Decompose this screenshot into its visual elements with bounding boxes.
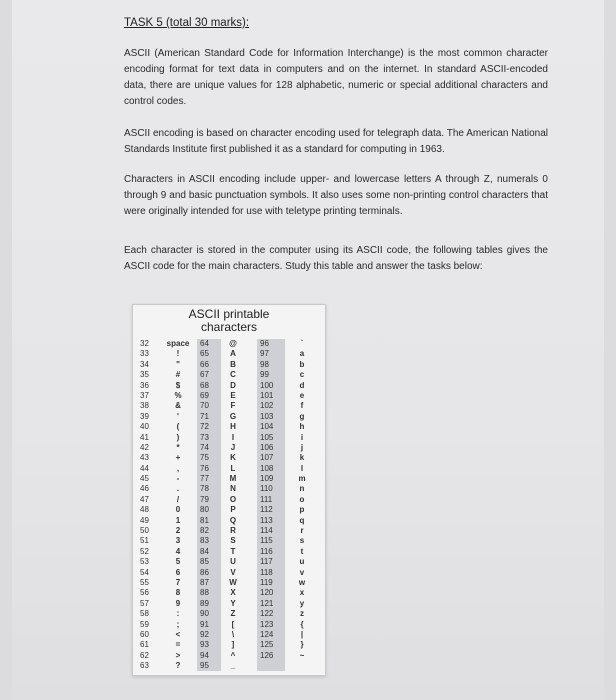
ascii-char-cell: & — [175, 401, 181, 411]
ascii-code-cell: 74 — [200, 442, 209, 452]
ascii-char-cell: > — [175, 650, 181, 660]
ascii-code-cell: 54 — [140, 567, 149, 577]
ascii-char-cell: ] — [231, 640, 235, 650]
ascii-char-cell: y — [299, 598, 305, 608]
ascii-code-cell: 70 — [200, 401, 209, 411]
ascii-code-cell: 123 — [260, 619, 274, 629]
ascii-code-cell: 46 — [140, 484, 149, 494]
ascii-code-cell: 43 — [140, 453, 149, 463]
ascii-char-cell: ^ — [230, 650, 236, 660]
ascii-code-cell: 52 — [140, 546, 149, 556]
ascii-code-cell: 48 — [140, 505, 149, 515]
ascii-code-cell: 71 — [200, 411, 209, 421]
ascii-char-cell: v — [299, 567, 305, 577]
ascii-code-cell: 78 — [200, 484, 209, 494]
ascii-char-cell: ' — [177, 411, 179, 421]
ascii-code-cell: 118 — [260, 567, 273, 577]
ascii-code-cell: 42 — [140, 442, 149, 452]
ascii-code-cell: 94 — [200, 650, 209, 660]
ascii-char-cell: j — [300, 442, 304, 452]
ascii-code-cell: 36 — [140, 380, 149, 390]
ascii-char-cell: Y — [230, 598, 236, 608]
ascii-char-cell: A — [230, 349, 236, 359]
ascii-char-cell: 6 — [175, 567, 181, 577]
ascii-char-cell: ; — [176, 619, 180, 629]
paragraph-ascii-definition: ASCII (American Standard Code for Information Interchange) is the most common character encoding format for text data in computers and on the internet. In standard ASCII-encoded data, there are unique values for 128 alphabetic, numeric or special additional characters and control codes. — [124, 48, 548, 107]
ascii-char-cell: H — [230, 422, 236, 432]
ascii-code-cell: 33 — [140, 349, 149, 359]
ascii-code-cell: 60 — [140, 629, 149, 639]
ascii-code-cell: 103 — [260, 411, 274, 421]
ascii-char-cell: V — [230, 567, 236, 577]
ascii-char-cell: 0 — [175, 505, 181, 515]
ascii-char-cell: o — [299, 494, 305, 504]
ascii-char-cell: m — [298, 474, 306, 484]
ascii-char-cell: t — [300, 546, 304, 556]
ascii-code-cell: 121 — [260, 598, 274, 608]
ascii-char-cell: u — [299, 557, 305, 567]
ascii-code-cell: 68 — [200, 380, 209, 390]
ascii-char-cell: * — [176, 442, 180, 452]
ascii-char-cell: M — [229, 474, 237, 484]
ascii-char-cell: f — [300, 401, 304, 411]
paragraph-ascii-history: ASCII encoding is based on character encoding used for telegraph data. The American National Standards Institute first published it as a standard for computing in 1963. — [124, 128, 548, 155]
ascii-code-cell: 59 — [140, 619, 149, 629]
ascii-code-cell: 40 — [140, 422, 149, 432]
ascii-code-cell: 69 — [200, 390, 209, 400]
ascii-code-cell: 104 — [260, 422, 274, 432]
ascii-code-cell: 110 — [260, 484, 273, 494]
ascii-code-cell: 90 — [200, 609, 209, 619]
ascii-code-cell: 95 — [200, 661, 209, 671]
ascii-char-cell: { — [300, 619, 304, 629]
ascii-code-cell: 72 — [200, 422, 209, 432]
ascii-char-cell: s — [299, 536, 305, 546]
ascii-table — [132, 304, 326, 676]
ascii-char-cell: 8 — [175, 588, 181, 598]
ascii-code-cell: 75 — [200, 453, 209, 463]
ascii-code-cell: 50 — [140, 526, 149, 536]
ascii-char-cell: ! — [176, 349, 180, 359]
ascii-code-cell: 44 — [140, 463, 149, 473]
ascii-code-cell: 119 — [260, 577, 273, 587]
ascii-char-cell: g — [299, 411, 305, 421]
ascii-char-cell: . — [176, 484, 180, 494]
ascii-char-cell: G — [229, 411, 237, 421]
ascii-char-cell: L — [230, 463, 236, 473]
ascii-code-cell: 66 — [200, 359, 209, 369]
ascii-code-cell: 56 — [140, 588, 149, 598]
ascii-char-cell: ? — [175, 661, 181, 671]
ascii-char-cell: [ — [231, 619, 235, 629]
ascii-char-cell: x — [299, 588, 305, 598]
ascii-char-cell: h — [299, 422, 305, 432]
ascii-code-cell: 93 — [200, 640, 209, 650]
ascii-char-cell: E — [230, 390, 236, 400]
ascii-code-cell: 39 — [140, 411, 149, 421]
ascii-char-cell: D — [230, 380, 236, 390]
ascii-char-cell: 3 — [175, 536, 181, 546]
ascii-code-cell: 76 — [200, 463, 209, 473]
ascii-code-cell: 41 — [140, 432, 149, 442]
ascii-code-cell: 100 — [260, 380, 274, 390]
ascii-code-cell: 88 — [200, 588, 209, 598]
ascii-code-cell: 82 — [200, 526, 209, 536]
ascii-char-cell: i — [300, 432, 304, 442]
ascii-char-cell: \ — [231, 629, 235, 639]
ascii-code-column-1 — [137, 339, 161, 671]
ascii-char-cell: Q — [229, 515, 237, 525]
ascii-code-cell: 125 — [260, 640, 274, 650]
ascii-char-cell: 2 — [175, 526, 181, 536]
ascii-code-cell: 45 — [140, 474, 149, 484]
ascii-code-cell: 115 — [260, 536, 273, 546]
ascii-code-cell: 89 — [200, 598, 209, 608]
ascii-char-cell: l — [300, 463, 304, 473]
ascii-char-cell: % — [174, 390, 182, 400]
ascii-code-cell: 120 — [260, 588, 274, 598]
ascii-code-cell: 112 — [260, 505, 273, 515]
ascii-code-cell: 86 — [200, 567, 209, 577]
ascii-char-cell: p — [299, 505, 305, 515]
ascii-char-cell: # — [175, 370, 181, 380]
ascii-char-cell: , — [176, 463, 180, 473]
ascii-code-cell: 67 — [200, 370, 209, 380]
ascii-char-column-1 — [161, 339, 195, 671]
ascii-code-cell: 85 — [200, 557, 209, 567]
ascii-char-cell: q — [299, 515, 305, 525]
ascii-table-title-line2: characters — [200, 320, 258, 334]
ascii-code-cell: 116 — [260, 546, 273, 556]
ascii-char-cell: 5 — [175, 557, 181, 567]
ascii-code-cell: 47 — [140, 494, 149, 504]
ascii-code-cell: 35 — [140, 370, 149, 380]
ascii-code-cell: 37 — [140, 390, 149, 400]
ascii-char-cell: 1 — [175, 515, 181, 525]
ascii-code-cell: 58 — [140, 609, 149, 619]
ascii-code-cell: 113 — [260, 515, 273, 525]
ascii-char-cell: X — [230, 588, 236, 598]
ascii-code-cell: 105 — [260, 432, 274, 442]
ascii-char-column-2 — [221, 339, 245, 671]
ascii-char-cell: - — [176, 474, 180, 484]
paragraph-ascii-characters: Characters in ASCII encoding include upper- and lowercase letters A through Z, numerals 0 through 9 and basic punctuation symbols. It also uses some non-printing control characters that were originally intended for use with teletype printing terminals. — [124, 174, 548, 217]
ascii-char-cell: r — [300, 526, 304, 536]
ascii-code-cell: 126 — [260, 650, 274, 660]
ascii-char-cell: space — [166, 339, 190, 348]
ascii-char-cell: P — [230, 505, 236, 515]
ascii-code-cell: 80 — [200, 505, 209, 515]
ascii-char-cell: F — [230, 401, 236, 411]
ascii-code-cell: 53 — [140, 557, 149, 567]
ascii-code-cell: 106 — [260, 442, 274, 452]
ascii-code-cell: 98 — [260, 359, 269, 369]
ascii-char-column-3 — [287, 339, 317, 671]
ascii-char-cell: ` — [300, 339, 304, 348]
ascii-char-cell: K — [230, 453, 236, 463]
ascii-code-cell: 92 — [200, 629, 209, 639]
ascii-code-cell: 109 — [260, 474, 274, 484]
ascii-char-cell: _ — [230, 661, 236, 671]
ascii-char-cell: O — [229, 494, 237, 504]
ascii-char-cell: + — [175, 453, 181, 463]
ascii-code-cell: 61 — [140, 640, 149, 650]
ascii-code-cell: 97 — [260, 349, 269, 359]
ascii-table-grid — [137, 339, 321, 671]
ascii-code-cell: 91 — [200, 619, 209, 629]
ascii-code-cell: 114 — [260, 526, 273, 536]
ascii-char-cell: W — [229, 577, 237, 587]
ascii-char-cell: / — [176, 494, 180, 504]
ascii-code-cell: 64 — [200, 339, 209, 348]
ascii-char-cell: N — [230, 484, 236, 494]
ascii-code-cell: 51 — [140, 536, 149, 546]
ascii-char-cell: @ — [229, 339, 237, 348]
ascii-char-cell: : — [176, 609, 180, 619]
ascii-code-cell: 49 — [140, 515, 149, 525]
ascii-code-cell: 111 — [260, 494, 273, 504]
ascii-code-cell: 101 — [260, 390, 274, 400]
ascii-char-cell: d — [299, 380, 305, 390]
ascii-table-title-line1: ASCII printable — [188, 307, 270, 321]
ascii-code-cell: 57 — [140, 598, 149, 608]
ascii-char-cell: = — [175, 640, 181, 650]
ascii-char-cell: " — [176, 359, 180, 369]
ascii-char-cell: } — [300, 640, 304, 650]
ascii-code-cell: 38 — [140, 401, 149, 411]
ascii-char-cell: J — [230, 442, 236, 452]
ascii-code-cell: 62 — [140, 650, 149, 660]
ascii-char-cell: S — [230, 536, 236, 546]
ascii-char-cell: $ — [175, 380, 181, 390]
ascii-code-cell: 108 — [260, 463, 274, 473]
ascii-char-cell: | — [300, 629, 304, 639]
ascii-code-cell: 79 — [200, 494, 209, 504]
ascii-code-cell: 99 — [260, 370, 269, 380]
ascii-code-column-2 — [197, 339, 221, 671]
ascii-code-cell: 87 — [200, 577, 209, 587]
ascii-char-cell: b — [299, 359, 305, 369]
ascii-code-cell: 83 — [200, 536, 209, 546]
ascii-code-column-3 — [257, 339, 285, 671]
ascii-char-cell: ~ — [299, 650, 305, 660]
ascii-char-cell: ( — [176, 422, 180, 432]
ascii-char-cell: w — [298, 577, 306, 587]
ascii-char-cell: k — [299, 453, 305, 463]
ascii-code-cell: 34 — [140, 359, 149, 369]
ascii-code-cell: 96 — [260, 339, 269, 348]
ascii-char-cell: T — [230, 546, 236, 556]
ascii-code-cell: 84 — [200, 546, 209, 556]
ascii-char-cell: ) — [176, 432, 180, 442]
ascii-code-cell: 81 — [200, 515, 209, 525]
ascii-char-cell: n — [299, 484, 305, 494]
ascii-code-cell: 55 — [140, 577, 149, 587]
ascii-table-header — [133, 305, 325, 337]
ascii-code-cell: 63 — [140, 661, 149, 671]
ascii-char-cell: R — [230, 526, 236, 536]
ascii-code-cell: 122 — [260, 609, 274, 619]
ascii-char-cell: 9 — [175, 598, 181, 608]
ascii-char-cell: U — [230, 557, 236, 567]
paragraph-instructions: Each character is stored in the computer using its ASCII code, the following tables gives the ASCII code for the main characters. Study this table and answer the tasks below: — [124, 245, 548, 272]
ascii-char-cell: I — [231, 432, 235, 442]
ascii-char-cell: a — [299, 349, 305, 359]
ascii-char-cell: c — [299, 370, 305, 380]
ascii-char-cell: Z — [230, 609, 236, 619]
ascii-char-cell: 4 — [175, 546, 181, 556]
ascii-char-cell: B — [230, 359, 236, 369]
ascii-code-cell: 124 — [260, 629, 274, 639]
ascii-code-cell: 77 — [200, 474, 209, 484]
ascii-code-cell: 107 — [260, 453, 274, 463]
task-title: TASK 5 (total 30 marks): — [124, 17, 250, 29]
ascii-char-cell: < — [175, 629, 181, 639]
ascii-char-cell: e — [299, 390, 305, 400]
ascii-code-cell: 73 — [200, 432, 209, 442]
ascii-code-cell: 65 — [200, 349, 209, 359]
ascii-char-cell: 7 — [175, 577, 181, 587]
ascii-char-cell: z — [300, 609, 304, 619]
ascii-char-cell: C — [230, 370, 236, 380]
ascii-code-cell: 32 — [140, 339, 149, 348]
document-page — [12, 0, 604, 700]
ascii-code-cell: 117 — [260, 557, 273, 567]
ascii-code-cell: 102 — [260, 401, 274, 411]
